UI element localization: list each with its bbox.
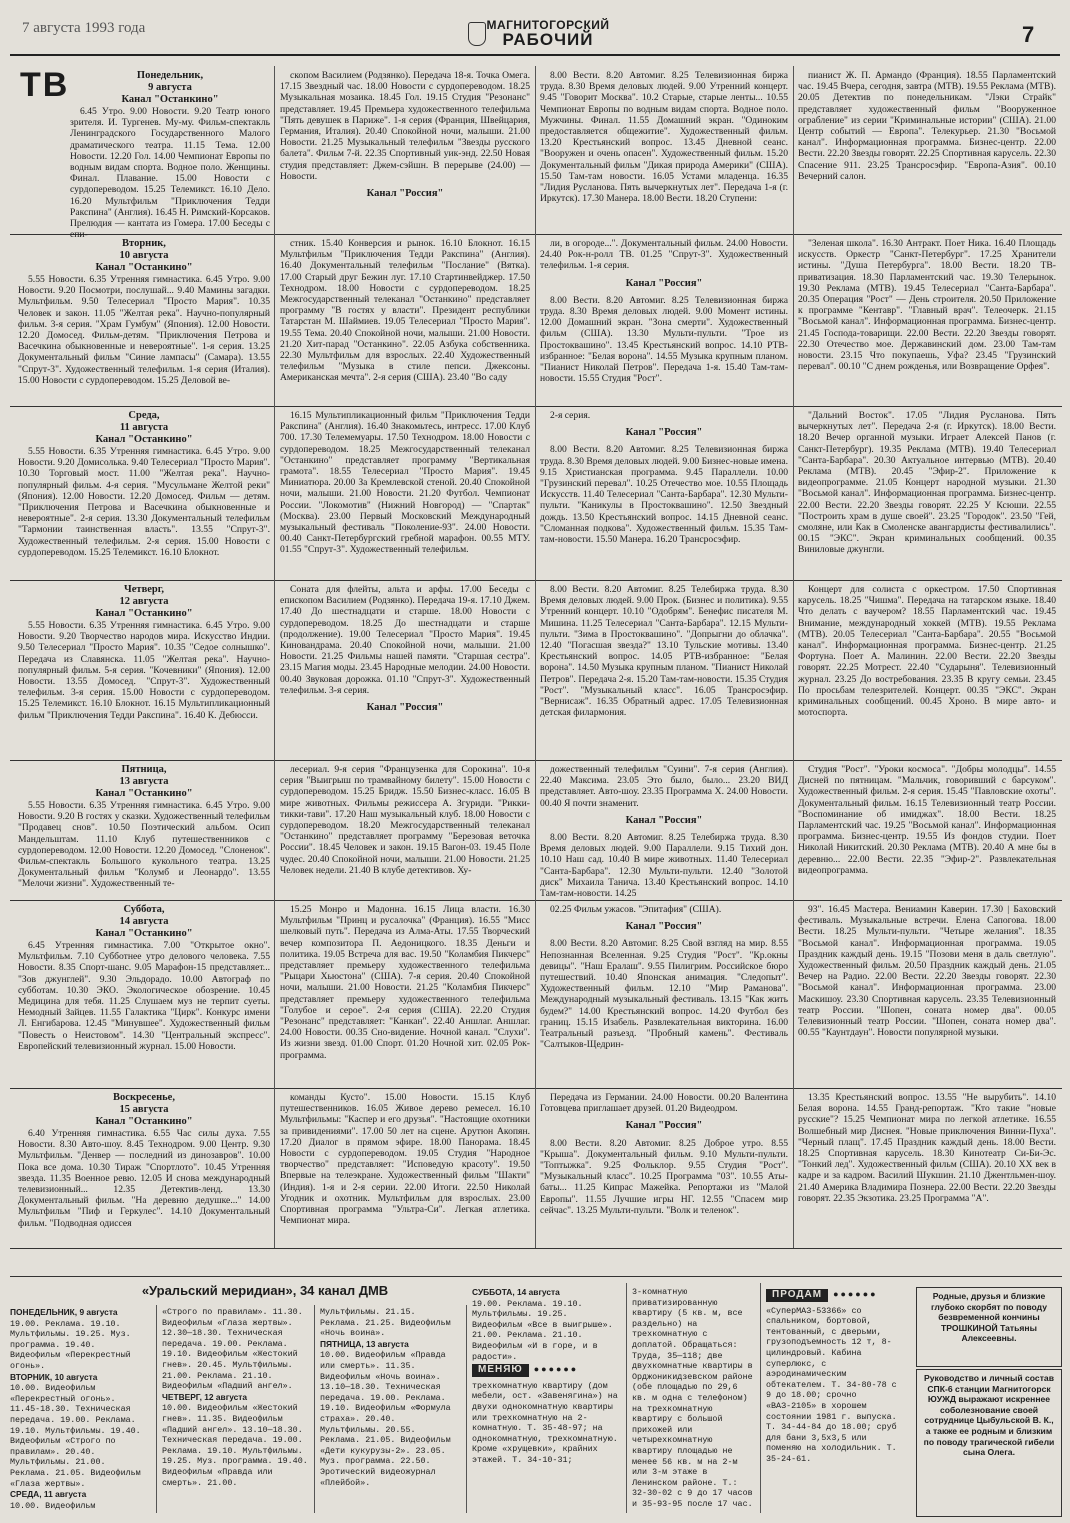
day-row <box>10 580 1062 761</box>
column-rule <box>274 406 275 580</box>
day-date: 13 августа <box>119 776 169 787</box>
schedule-column <box>280 904 530 1084</box>
column-rule <box>466 1305 467 1513</box>
meridian-col-3 <box>320 1307 460 1488</box>
program-listing: 5.55 Новости. 6.35 Утренняя гимнастика. 6.45 Утро. 9.00 Новости. 9.20 Творчество народов мира. Искусство Индии. 9.50 Телесериал "Просто Мария". 10.35 "Седое солнышко". Передача из Славянска. 11.05 "Желтая река". Научно-популярный фильм. 5-я серия. "Кочевники" (Япония). 12.00 Новости. 13.55 Домосед. "Спрут-3". Художественный телефильм. 3-я серия. 15.00 Новости с сурдопереводом. 15.25 Телемикст. 16.10 Блокнот. 16.15 Мультипликационный фильм "Приключения Тедди Ракспина". 16.40 К. Дебюсси. <box>18 620 270 721</box>
day-date: 9 августа <box>148 82 192 93</box>
program-listing: 02.25 Фильм ужасов. "Эпитафия" (США). <box>550 904 722 915</box>
meridian-listing: 19.00. Реклама. 19.10. Мультфильмы. 19.25. Муз. программа. 19.40. Видеофильм «Перекрестный огонь». <box>10 1318 131 1371</box>
exchange-ad: трехкомнатную квартиру (дом мебели, ост. «Завенягина») на двухи однокомнатную квартиры или трехкомнатную на 2-комнатную. Т. 35-48-97; на однокомнатную, трехкомнатную. Кроме «хрущевки», крайних этажей. Т. 34-10-31; <box>472 1380 618 1465</box>
day-date: 14 августа <box>119 916 169 927</box>
channel-heading: Канал "Россия" <box>625 814 703 826</box>
program-listing: 15.25 Монро и Мадонна. 16.15 Лица власти. 16.30 Мультфильм "Принц и русалочка" (Франция). 16.55 "Мисс шелковый путь". Передача из Алма-Аты. 17.55 Творческий вечер композитора П. Аедоницкого. 18.35 Деньги и политика. 19.05 Встреча для вас. 19.50 "Коламбия Пикчерс" представляет премьеру художественного телефильма "Рыцари Хьюстона" (США). 7-я серия. 20.40 Спокойной ночи, малыши. 21.00 Новости. 21.25 "Коламбия Пикчерс" представляет премьеру художественного телефильма "Голубое и серое". 2-я серия (США). 22.20 Студия "Резонанс" представляет: "Канкан". 22.40 Аншлаг. Аншлаг. 24.00 Новости. 00.35 Сно-видение. Ночной канал. "Слухи". Из жизни звезд. 01.00 Спорт. 01.20 Ночной хит. 02.05 Рок-программа. <box>280 904 530 1061</box>
meridian-listing: «Строго по правилам». 11.30. Видеофильм «Глаза жертвы». 12.30—18.30. Техническая передача. 19.00. Реклама. 19.10. Видеофильм «Жестокий гнев». 20.45. Мультфильмы. 21.00. Реклама. 21.10. Видеофильм «Падший ангел». <box>162 1307 303 1392</box>
schedule-column <box>280 1092 530 1244</box>
program-listing: команды Кусто". 15.00 Новости. 15.15 Клуб путешественников. 16.05 Живое дерево ремесел. 16.10 Мультфильмы: "Каспер и его друзья". "Настоящие охотники за привидениями". 17.00 50 лет на сцене. Арутюн Акопян. 17.20 Диалог в прямом эфире. 18.00 Панорама. 18.45 Новости с сурдопереводом. 19.05 Студия "Народное творчество" представляет: "Исповедую красоту". 19.50 Впервые на телеэкране. Художественный фильм "Шакти" (Индия). 1-я и 2-я серии. 22.00 Итоги. 22.50 Николай Угодник и охотник. Мультфильм для взрослых. 23.00 Спортивная программа "Ультра-Си". Легкая атлетика. Чемпионат мира. <box>280 1092 530 1227</box>
obituary-notice-1: Родные, друзья и близкие глубоко скорбят по поводу безвременной кончины ТРОШКИНОЙ Татьяны Алексеевны. <box>916 1287 1062 1367</box>
schedule-column <box>540 70 788 230</box>
program-listing: 13.35 Крестьянский вопрос. 13.55 "Не вырубить". 14.10 Белая ворона. 14.55 Гранд-репортаж. "Кто такие "новые русские"? 15.25 Чемпионат мира по легкой атлетике. 16.55 Волшебный мир Диснея. "Новые приключения Винни-Пуха". "Черный плащ". 17.45 Праздник каждый день. 18.00 Вести. 18.25 Спортивная карусель. 18.30 Кинотеатр Си-Би-Эс. "Тонкий лед". Художественный фильм (США). 20.10 ХХ век в кадре и за кадром. Василий Шукшин. 21.10 Джентльмен-шоу. 21.40 Америка Владимира Познера. 22.00 Вести. 22.20 Звезды говорят. 22.35 Экзотика. 23.25 Программа "А". <box>798 1092 1056 1204</box>
column-rule <box>793 66 794 234</box>
sale-ads <box>766 1287 906 1465</box>
column-rule <box>535 580 536 760</box>
channel-heading: Канал "Останкино" <box>95 928 193 939</box>
column-rule <box>793 1088 794 1248</box>
schedule-column <box>280 238 530 402</box>
program-listing: 5.55 Новости. 6.35 Утренняя гимнастика. 6.45 Утро. 9.00 Новости. 9.20 Домисолька. 9.40 Телесериал "Просто Мария". 10.30 Торговый мост. 11.00 "Желтая река". Научно-популярный фильм. 4-я серия. "Мусульмане Желтой реки" (Япония). 12.00 Новости. 12.20 Домосед. Фильм — детям. "Приключения Петрова и Васечкина обыкновенные и невероятные". 2-я серия. 13.30 Документальный телефильм "Тармонии таинственная власть". 13.55 "Спрут-3". Художественный телефильм. 2-я серия. 15.00 Новости с сурдопереводом. 15.25 Телемикст. 16.10 Блокнот. <box>18 446 270 558</box>
schedule-column <box>798 410 1056 576</box>
column-rule <box>535 900 536 1088</box>
program-listing: 8.00 Вести. 8.20 Автомиг. 8.25 Телебиржа труда. 8.30 Время деловых людей. 9.00 Прок. (Бизнес и политика). 9.55 Утренний концерт. 10.10 "Одобрям". Бенефис писателя М. Мишина. 11.25 Телесериал "Санта-Барбара". 12.15 Мульти-пульти. "Зима в Простоквашино". "Допрыгни до облачка". 12.40 "Погасшая звезда?" 13.10 Тульские мотивы. 13.40 Крестьянский вопрос. 14.05 РТВ-избранное: "Белая ворона". 14.50 Музыка крупным планом. "Пианист Николай Петров". Передача 2-я. 15.20 Там-там-новости. 15.35 Студия "Рост". "Музыкальный класс". 16.05 Трансросэфир. "Вернисаж". 16.35 Обратный адрес. 17.05 Телевизионная детская филармония. <box>540 584 788 719</box>
meridian-col-4 <box>472 1287 620 1466</box>
schedule-column <box>18 1092 270 1244</box>
day-date: 11 августа <box>119 422 169 433</box>
tv-schedule <box>10 66 1062 1266</box>
channel-heading: Канал "Останкино" <box>95 262 193 273</box>
meridian-col-1 <box>10 1307 150 1511</box>
schedule-column <box>798 764 1056 896</box>
column-rule <box>156 1305 157 1513</box>
program-listing: дожественный телефильм "Суини". 7-я серия (Англия). 22.40 Максима. 23.05 Это было, было... 23.20 ВИД представляет. Авто-шоу. 23.35 Программа Х. 24.00 Новости. 00.40 Я почти знаменит. <box>540 764 788 809</box>
column-rule <box>274 66 275 234</box>
schedule-column <box>280 70 530 230</box>
schedule-column <box>18 410 270 576</box>
page-number: 7 <box>1022 22 1035 47</box>
exchange-stamp: МЕНЯЮ ●●●●●● <box>472 1362 620 1381</box>
day-row <box>10 406 1062 581</box>
meridian-day: ЧЕТВЕРГ, 12 августа <box>162 1391 248 1402</box>
program-listing: Концерт для солиста с оркестром. 17.50 Спортивная карусель. 18.25 "Чишма". Передача на татарском языке. 18.40 Что делать с ваучером? 18.55 Парламентский час. 19.45 Внимание, международный хоккей (МТВ). 19.55 Реклама (МТВ). 20.05 Телесериал "Санта-Барбара". 20.55 "Восьмой канал". Информационная программа. Бизнес-центр. 21.25 Фортуна. Поет А. Малинин. 22.00 Вести. 22.20 Звезды говорят. 22.25 Мотрест. 22.40 "Сударыня". Телевизионный журнал. 23.25 До востребования. 23.35 В кругу семьи. 23.45 По просьбам телезрителей. Концерт. 00.35 "ЭКС". Экран криминальных сообщений. 00.45 Хроно. В мире авто- и мотоспорта. <box>798 584 1056 719</box>
channel-heading: Канал "Россия" <box>625 277 703 289</box>
schedule-column <box>70 70 270 241</box>
day-row <box>10 760 1062 901</box>
column-rule <box>793 234 794 406</box>
column-rule <box>535 1088 536 1248</box>
schedule-column <box>540 904 788 1084</box>
meridian-day: СУББОТА, 14 августа <box>472 1287 560 1297</box>
program-listing: 6.45 Утро. 9.00 Новости. 9.20 Театр юного зрителя. И. Тургенев. Му-му. Фильм-спектакль Ленинградского Государственного Малого драматического театра. 11.15 Тема. 12.00 Новости. 12.20 Гол. 14.00 Чемпионат Европы по водным видам спорта. Водное поло. Женщины. Финал. Плавание. 15.00 Новости с сурдопереводом. 15.25 Телемикст. 16.10 Дело. 16.20 Мультфильм "Приключения Тедди Ракспина" (Англия). 16.45 Н. Римский-Корсаков. Прелюдия — кантата из Гомера. 17.00 Беседы с епи- <box>70 106 270 241</box>
column-rule <box>535 760 536 900</box>
day-row <box>10 66 1062 241</box>
meridian-listing: 19.00. Реклама. 19.10. Мультфильмы. 19.25. Видеофильм «Все в выигрыше». 21.00. Реклама. 21.10. Видеофильм «И в горе, и в радости». <box>472 1298 613 1362</box>
program-listing: Передача из Германии. 24.00 Новости. 00.20 Валентина Готовцева приглашает друзей. 01.20 Видеодром. <box>540 1092 788 1115</box>
day-name: Суббота, <box>123 904 165 915</box>
classifieds-section <box>10 1276 1062 1517</box>
sale-ad-text: «СуперМАЗ-53366» со спальником, бортовой, тентованный, с дверьми, грузоподъемность 12 т, 8-цилиндровый. Кабина суперлюкс, с аэродинамическим обтекателем. Т. 34-80-78 с 9 до 18.00; срочно «ВАЗ-2105» в хорошем состоянии 1981 г. выпуска. Т. 34-44-84 до 18.00; сруб для бани 3,5х3,5 или поменяю на холодильник. Т. 35-24-61. <box>766 1305 897 1464</box>
meridian-listing: 10.00. Видеофильм «Правда или смерть». 11.35. Видеофильм «Ночь воина». 13.10—18.30. Техническая передача. 19.00. Реклама. 19.10. Видеофильм «Формула страха». 20.40. Мультфильмы. 20.55. Реклама. 21.05. Видеофильм «Дети кукурузы-2». 23.05. Муз. программа. 22.50. Эротический видеожурнал «Плейбой». <box>320 1350 451 1488</box>
obituary-notice-2: Руководство и личный состав СПК-6 станции Магнитогорск ЮУЖД выражают искреннее соболезнование своей сотруднице Цыбульской В. К., а также ее родным и близким по поводу трагической гибели сына Олега. <box>916 1369 1062 1517</box>
meridian-listing: 10.00. Видеофильм <box>10 1500 96 1511</box>
channel-heading: Канал "Останкино" <box>95 1116 193 1127</box>
program-listing: Студия "Рост". "Уроки космоса". "Добры молодцы". 14.55 Дисней по пятницам. "Мальчик, говоривший с барсуком". Художественный фильм. 2-я серия. 15.45 "Павловские охоты". Документальный фильм. 16.15 Телевизионный театр России. "Воспоминание об имиджах". 18.00 Вести. 18.25 Парламентский час. 19.25 "Восьмой канал". Информационная программа. Бизнес-центр. 19.55 Из фондов студии. Поет Николай Никитский. 20.30 Реклама (МТВ). 20.40 А мне бы в деревню... 22.00 Вести. 22.35 "Эфир-2". Развлекательная видеопрограмма. <box>798 764 1056 876</box>
day-name: Среда, <box>128 410 160 421</box>
schedule-column <box>540 584 788 756</box>
program-listing: лесериал. 9-я серия "Французенка для Сорокина". 10-я серия "Выигрыш по трамвайному билету". 15.00 Новости с сурдопереводом. 15.25 Бридж. 15.50 Бизнес-класс. 16.05 В мире животных. Фильмы режиссера А. Згуриди. "Рикки-тикки-тави". 17.20 Наш музыкальный клуб. 18.00 Новости с сурдопереводом. 18.20 Межгосударственный телеканал "Останкино" представляет программу "Березовая веточка России". 18.45 Человек и закон. 19.15 Вагон-03. 19.45 Поле чудес. 20.40 Спокойной ночи, малыши. 21.00 Новости. 21.25 Человек недели. 21.40 В клубе детективов. Ху- <box>280 764 530 876</box>
channel-heading: Канал "Россия" <box>625 427 703 439</box>
day-date: 10 августа <box>119 250 169 261</box>
meridian-day: ВТОРНИК, 10 августа <box>10 1371 98 1382</box>
meridian-day: ПЯТНИЦА, 13 августа <box>320 1338 409 1349</box>
schedule-column <box>798 584 1056 756</box>
channel-heading: Канал "Останкино" <box>95 788 193 799</box>
program-listing: пианист Ж. П. Армандо (Франция). 18.55 Парламентский час. 19.45 Вчера, сегодня, завтра (МТВ). 19.55 Реклама (МТВ). 20.05 Детектив по понедельникам. "Лэки Страйк" представляет художественный фильм "Вооруженное ограбление" из серии "Криминальные истории" (США). 21.00 Центр событий — Европа". Телекурьер. 21.30 "Восьмой канал". Информационная программа. Бизнес-центр. 22.00 Вести. 22.20 Звезды говорят. 22.25 Спортивная карусель. 22.30 Спасение 911. 23.25 Трансросэфир. "Европа-Азия". 00.10 Вечерний салон. <box>798 70 1056 182</box>
day-row <box>10 900 1062 1089</box>
schedule-column <box>18 904 270 1084</box>
day-date: 15 августа <box>119 1104 169 1115</box>
day-name: Воскресенье, <box>113 1092 175 1103</box>
program-listing: стник. 15.40 Конверсия и рынок. 16.10 Блокнот. 16.15 Мультфильм "Приключения Тедди Ракспина" (Англия). 16.40 Документальный телефильм "Послание" (Вятка). 17.00 Старый друг Бежин луг. 17.10 Стартинвейджер. 17.50 Технодром. 18.00 Новости с сурдопереводом. 18.25 Межгосударственный телеканал "Останкино" представляет программу "В гостях у власти". Президент республики Татарстан М. Шаймиев. 19.05 Телесериал "Просто Мария". 19.55 Тема. 20.40 Спокойной ночи, малыши. 21.00 Новости. 21.20 Хит-парад "Останкино". 22.05 Азбука собственника. 22.30 Мультфильм для взрослых. 22.40 Художественный телефильм "Музыка в стиле пепси. Джексоны. Американская мечта". 2-я серия (США). 23.40 "Во саду <box>280 238 530 384</box>
schedule-column <box>540 410 788 576</box>
program-listing: ли, в огороде...". Документальный фильм. 24.00 Новости. 24.40 Рок-н-ролл ТВ. 01.25 "Спрут-3". Художественный телефильм. 1-я серия. <box>540 238 788 272</box>
paper-title <box>468 18 628 48</box>
channel-heading: Канал "Останкино" <box>95 608 193 619</box>
schedule-column <box>18 238 270 402</box>
column-rule <box>274 900 275 1088</box>
meridian-listing: Мультфильмы. 21.15. Реклама. 21.25. Видеофильм «Ночь воина». <box>320 1307 451 1339</box>
program-listing: Соната для флейты, альта и арфы. 17.00 Беседы с епископом Василием (Родзянко). Передача 19-я. 17.10 Джем. 17.40 До шестнадцати и старше. 18.00 Новости с сурдопереводом. 18.25 До шестнадцати и старше (продолжение). 19.00 Телесериал "Просто Мария". 19.45 Киновандрама. 20.40 Спокойной ночи, малыши. 21.00 Новости. 21.25 Фильмы нашей памяти. "Старшая сестра". 23.15 Магия моды. 23.45 Народные мелодии. 24.00 Новости. 00.40 Звуковая дорожка. 01.10 "Спрут-3". Художественный телефильм. 3-я серия. <box>280 584 530 696</box>
program-listing: скопом Василием (Родзянко). Передача 18-я. Точка Омега. 17.15 Звездный час. 18.00 Новости с сурдопереводом. 18.25 Музыкальная мозаика. 18.45 Гол. 19.15 Студия "Резонанс" представляет. 19.45 Премьера художественного телефильма "Пять девушек в Париже". 1-я серия (Франция, Швейцария, Германия, Италия). 20.40 Спокойной ночи, малыши. 21.00 Новости. 21.25 Музыкальный телефильм "Звезды русского балета". Фильм 7-й. 22.35 Спортивный уик-энд. 22.50 Новая студия представляет: Джем-сэйшн. В перерыве (24.00) — Новости. <box>280 70 530 182</box>
column-rule <box>535 66 536 234</box>
masthead <box>0 0 1070 56</box>
column-rule <box>793 580 794 760</box>
day-row <box>10 234 1062 407</box>
column-rule <box>793 900 794 1088</box>
program-listing: 5.55 Новости. 6.35 Утренняя гимнастика. 6.45 Утро. 9.00 Новости. 9.20 В гостях у сказки. Художественный телефильм "Продавец снов". 10.50 Поэтический альбом. Осип Мандельштам. 11.10 Клуб путешественников с сурдопереводом. 12.00 Новости. 12.20 Домосед. "Слоненок". Фильм-спектакль Большого кукольного театра. 13.25 Документальный фильм "Колумб и Леонардо". 13.55 "Мелочи жизни". Художественный те- <box>18 800 270 890</box>
day-name: Вторник, <box>122 238 166 249</box>
program-listing: "Дальний Восток". 17.05 "Лидия Русланова. Пять вычеркнутых лет". Передача 2-я (г. Иркутск). 18.00 Вести. 18.20 Вечер органной музыки. Играет Алексей Панов (г. Санкт-Петербург). 19.35 Реклама (МТВ). 19.40 Телесериал "Санта-Барбара". 20.30 Актуальное интервью (МТВ). 20.40 Реклама (МТВ). 20.45 "Эфир-2". Приложение к видеопрограмме. 21.05 Концерт народной музыки. 21.30 "Восьмой канал". Информационная программа. Бизнес-центр. 22.00 Вести. 22.20 Звезды говорят. 22.25 У Ксюши. 22.55 "Построить храм в душе своей". 23.25 "Городок". 23.50 "Гей, смоляне, или Как в Смоленске авангардисты фестивалились". 00.15 "ЭКС". Экран криминальных сообщений. 00.35 Виниловые джунгли. <box>798 410 1056 556</box>
program-listing: 6.45 Утренняя гимнастика. 7.00 "Открытое окно". Мультфильм. 7.10 Субботнее утро делового человека. 7.55 Новости. 8.35 Спорт-шанс. 9.05 Марафон-15 представляет... "Зов джунглей". 9.30 Эльдорадо. 10.00 Автограф по субботам. 10.30 ЭКО. Экологическое обозрение. 10.45 Медицина для тебя. 11.25 Слушаем муз не терпит суеты. Немодный Зайцев. 11.55 Галактика "Цирк". Конкурс имени Л. Енгибарова. 12.45 "Минувшее". Художественный фильм "Повесть о Неистовом". 14.30 "Центральный экспресс". Европейский телевизионный журнал. 15.00 Новости. <box>18 940 270 1052</box>
column-rule <box>793 406 794 580</box>
program-listing: 2-я серия. <box>550 410 591 421</box>
column-rule <box>535 406 536 580</box>
column-rule <box>274 760 275 900</box>
column-rule <box>314 1305 315 1513</box>
schedule-column <box>280 410 530 576</box>
exchange-ad-2 <box>632 1287 754 1509</box>
schedule-column <box>798 70 1056 230</box>
schedule-column <box>798 904 1056 1084</box>
channel-heading: Канал "Россия" <box>625 1120 703 1132</box>
column-rule <box>535 234 536 406</box>
sale-stamp: ПРОДАМ ●●●●●● <box>766 1287 906 1306</box>
column-rule <box>274 234 275 406</box>
program-listing: 8.00 Вести. 8.20 Автомиг. 8.25 Телевизионная биржа труда. 8.30 Время деловых людей. 9.00 Бизнес-новые имена. 9.15 Христианская программа. 9.45 Параллели. 10.00 "Грузинский перевал". 10.25 Отечество мое. 10.55 Площадь Искусств. 11.40 Телесериал "Санта-Барбара". 12.30 Мульти-пульти. "Каникулы в Простоквашино". 12.50 Звездный дождь. 13.50 Крестьянский вопрос. 14.15 Дневной сеанс. "Сломанная подкова". Художественный фильм. 15.35 Там-там-новости. 15.50 Манера. 16.20 Трансросэфир. <box>540 444 788 546</box>
schedule-column <box>540 764 788 900</box>
schedule-column <box>280 764 530 896</box>
program-listing: 8.00 Вести. 8.20 Автомиг. 8.25 Доброе утро. 8.55 "Крыша". Документальный фильм. 9.10 Мульти-пульти. "Топтыжка". 9.25 Фольклор. 9.55 Студия "Рост". "Музыкальный класс". 10.25 Программа "03". 10.55 Аты-баты... 11.25 Кипрас Мажейка. Репортажи из "Малой Европы". 11.55 Лучшие игры НГ. 12.55 "Спасем мир сейчас". 13.25 Мульти-пульти. "Волк и теленок". <box>540 1137 788 1216</box>
channel-heading: Канал "Россия" <box>625 921 703 933</box>
program-listing: 8.00 Вести. 8.20 Автомиг. 8.25 Телевизионная биржа труда. 8.30 Время деловых людей. 9.00 Момент истины. 12.00 Домашний экран. "Зона смерти". Художественный фильм (США). 13.30 Мульти-пульти. "Трое из Простоквашино". 13.45 Крестьянский вопрос. 14.10 РТВ-избранное: "Белая ворона". 14.55 Музыка крупным планом. "Пианист Николай Петров". Передача 1-я. 15.40 Там-там-новости. 15.55 Студия "Рост". <box>540 294 788 385</box>
column-rule <box>626 1283 627 1513</box>
column-rule <box>274 1088 275 1248</box>
program-listing: 8.00 Вести. 8.20 Автомиг. 8.25 Телебиржа труда. 8.30 Время деловых людей. 9.00 Параллели. 9.15 Тихий дон. 10.10 Наш сад. 10.40 В мире животных. 11.40 Телесериал "Санта-Барбара". 12.30 Мульти-пульти. 12.40 "Золотой диск" Михаила Танича. 13.40 Крестьянский вопрос. 14.10 Там-там-новости. 14.25 <box>540 832 788 900</box>
column-rule <box>274 580 275 760</box>
day-name: Пятница, <box>121 764 167 775</box>
program-listing: 93". 16.45 Мастера. Вениамин Каверин. 17.30 | Баховский фестиваль. Музыкальные встречи. Елена Сапогова. 18.00 Вести. 18.25 Мульти-пульти. "Четыре желания". 18.35 "Восьмой канал". Информационная программа. 19.05 Праздник каждый день. 19.15 "Позови меня в даль светлую". Художественный фильм. 20.50 Праздник каждый день. 21.05 Вечер на Радио. 22.00 Вести. 22.20 Звезды говорят. 22.30 "Восьмой канал". Информационная программа. 23.00 Маскишоу. 23.30 Спортивная карусель. 23.35 Телевизионный театр России. "Шопен, соната номер два". 00.05 Телевизионный театр России. "Шопен, соната номер два". 00.55 "Каунтдаун". Новости популярной музыки. <box>798 904 1056 1039</box>
meridian-listing: 10.00. Видеофильм «Перекрестный огонь». 11.45-18.30. Техническая передача. 19.00. Реклама. 19.10. Мультфильмы. 19.40. Видеофильм «Строго по правилам». 20.40. Мультфильмы. 21.00. Реклама. 21.05. Видеофильм «Глаза жертвы». <box>10 1383 141 1489</box>
program-listing: 8.00 Вести. 8.20 Автомиг. 8.25 Телевизионная биржа труда. 8.30 Время деловых людей. 9.00 Утренний концерт. 9.45 "Говорит Москва". 10.2 Старые, старые ленты... 10.55 Чемпионат Европы по водным видам спорта. Водное поло. Мужчины. Финал. 11.55 Домашний экран. "Одиноким предоставляется общежитие". Художественный фильм. 13.20 Крестьянский вопрос. 13.45 Дневной сеанс. "Вооружен и очень опасен". Художественный фильм. 15.20 Документальный фильм "Дикая природа Америки" (США). 15.50 Там-там новости. 16.05 Устами младенца. 16.35 "Лидия Русланова. Пять вычеркнутых лет". Передача 1-я (г. Иркутск). 17.30 Манера. 18.00 Вести. 18.20 Ступени: <box>540 70 788 205</box>
program-listing: 5.55 Новости. 6.35 Утренняя гимнастика. 6.45 Утро. 9.00 Новости. 9.20 Посмотри, послушай... 9.40 Мамины загадки. Мультфильм. 9.50 Телесериал "Просто Мария". 10.35 Человек и закон. 11.05 "Желтая река". Научно-популярный фильм. 3-я серия. "Храм Гумбум" (Япония). 12.00 Новости. 12.20 Домосед. Фильм-детям. "Приключения Петрова и Васечкина обыкновенные и невероятные". 1-я серия. 13.25 Документальный фильм "Синие лампасы" (Самара). 13.55 "Спрут-3". Художественный телефильм. 1-я серия (Италия). 15.00 Новости с сурдопереводом. 15.25 Деловой ве- <box>18 274 270 386</box>
program-listing: 6.40 Утренняя гимнастика. 6.55 Час силы духа. 7.55 Новости. 8.30 Авто-шоу. 8.45 Технодром. 9.00 Центр. 9.30 Мультфильм. "Денвер — последний из динозавров". 10.00 Пока все дома. 10.30 Тираж "Спортлото". 10.45 Утренняя звезда. 11.35 Военное ревю. 12.05 И снова международный телевизионный... 12.35 Детектив-ленд. 13.30 Документальный фильм. "На деревню дедушке..." 14.00 Мультфильм "Пиф и Геркулес". 14.10 Документальный фильм. "Подводная одиссея <box>18 1128 270 1229</box>
day-name: Понедельник, <box>136 70 204 81</box>
meridian-col-2 <box>162 1307 308 1488</box>
column-rule <box>793 760 794 900</box>
meridian-day: СРЕДА, 11 августа <box>10 1489 87 1500</box>
schedule-column <box>798 1092 1056 1244</box>
paper-title-small: МАГНИТОГОРСКИЙ <box>486 18 610 32</box>
day-row <box>10 1088 1062 1249</box>
issue-date: 7 августа 1993 года <box>22 20 146 36</box>
channel-heading: Канал "Останкино" <box>121 94 219 105</box>
day-name: Четверг, <box>124 584 164 595</box>
meridian-day: ПОНЕДЕЛЬНИК, 9 августа <box>10 1307 118 1317</box>
schedule-column <box>540 1092 788 1244</box>
schedule-column <box>280 584 530 756</box>
exchange-ad-text: 3-комнатную приватизированную квартиру (5 кв. м, все раздельно) на трехкомнатную с доплатой. Обращаться: Труда, 35—118; две двухкомнатные квартиры в Орджоникидзевском районе (обе площадью по 29,6 кв. м одна с телефоном) на трехкомнатную квартиру с большой прихожей или четырехкомнатную квартиру площадью не менее 56 кв. м на 2-м или 3-м этаже в Ленинском районе. Т.: 32-30-02 с 9 до 17 часов и 35-93-95 после 17 час. <box>632 1287 753 1509</box>
section-label: ТВ <box>20 66 70 104</box>
meridian-listing: 10.00. Видеофильм «Жестокий гнев». 11.35. Видеофильм «Падший ангел». 13.10—18.30. Техническая передача. 19.00. Реклама. 19.10. Мультфильмы. 19.25. Муз. программа. 19.40. Видеофильм «Правда или смерть». 21.00. <box>162 1403 308 1488</box>
paper-title-big: РАБОЧИЙ <box>502 30 594 49</box>
day-date: 12 августа <box>119 596 169 607</box>
program-listing: "Зеленая школа". 16.30 Антракт. Поет Ника. 16.40 Площадь искусств. Оркестр "Санкт-Петербург". 17.25 Хранители истины. "Душа Петербурга". 18.00 Вести. 18.20 ТВ-приватизация. 18.30 Парламентский час. 19.30 Телерынок. 19.30 Реклама (МТВ). 19.45 Телесериал "Санта-Барбара". 20.35 Операция "Рост" — День строителя. 20.50 Приложение к программе "Кентавр". "Главный врач". Телеочерк. 21.15 "Восьмой канал". Информационная программа. Бизнес-центр. 21.45 Господа-товарищи. 22.00 Вести. 22.20 Звезды говорят. 22.30 Отечество мое. Державинский дом. 23.00 Там-там новости. 23.15 Что покупаешь, Уфа? 23.45 "Грузинский перевал". 00.10 "С днем рожденья, или Возвращение Орфея". <box>798 238 1056 373</box>
schedule-column <box>18 584 270 756</box>
masthead-rule <box>10 54 1060 56</box>
schedule-column <box>18 764 270 896</box>
channel-heading: Канал "Россия" <box>366 188 444 200</box>
channel-heading: Канал "Россия" <box>366 702 444 714</box>
column-rule <box>760 1283 761 1513</box>
meridian-header: «Уральский меридиан», 34 канал ДМВ <box>141 1283 389 1298</box>
program-listing: 8.00 Вести. 8.20 Автомиг. 8.25 Свой взгляд на мир. 8.55 Непознанная Вселенная. 9.25 Студия "Рост". "Кр.окны девицы". "Наш Ералаш". 9.55 Пилигрим. Российское бюро путешествий. 10.40 Японская анимация. "Следопыт". Художественный фильм. 12.10 "Мир Раманова". Международный музыкальный фестиваль. 13.15 "Как жить будем?" 14.00 Крестьянский вопрос. 14.20 Футбол без границ. 15.15 Изабель. Развлекательная викторина. 16.00 Театральный разъезд. "Пробный камень". Фестиваль "Салтыков-Щедрин- <box>540 938 788 1051</box>
channel-heading: Канал "Останкино" <box>95 434 193 445</box>
schedule-column <box>798 238 1056 402</box>
schedule-column <box>540 238 788 402</box>
program-listing: 16.15 Мультипликационный фильм "Приключения Тедди Ракспина" (Англия). 16.40 Знакомьтесь, интресс. 17.00 Клуб 700. 17.30 Телемемуары. 17.50 Технодром. 18.00 Новости с сурдопереводом. 18.25 Межгосударственный телеканал "Останкино" представляет программу "Вертикальная грамота". 18.55 Телесериал "Просто Мария". 19.45 Миниатюра. 20.00 За Кремлевской стеной. 20.40 Спокойной ночи, малыши. 21.00 Новости. 21.20 Футбол. Чемпионат России. "Локомотив" (Нижний Новгород) — "Спартак" (Москва). 23.00 Первый Московский Международный музыкальный фестиваль "Поколение-93". 24.00 Новости. 00.40 Санкт-Петербургский гребной марафон. 00.55 МТУ. 01.55 "Спрут-3". Художественный телефильм. <box>280 410 530 556</box>
